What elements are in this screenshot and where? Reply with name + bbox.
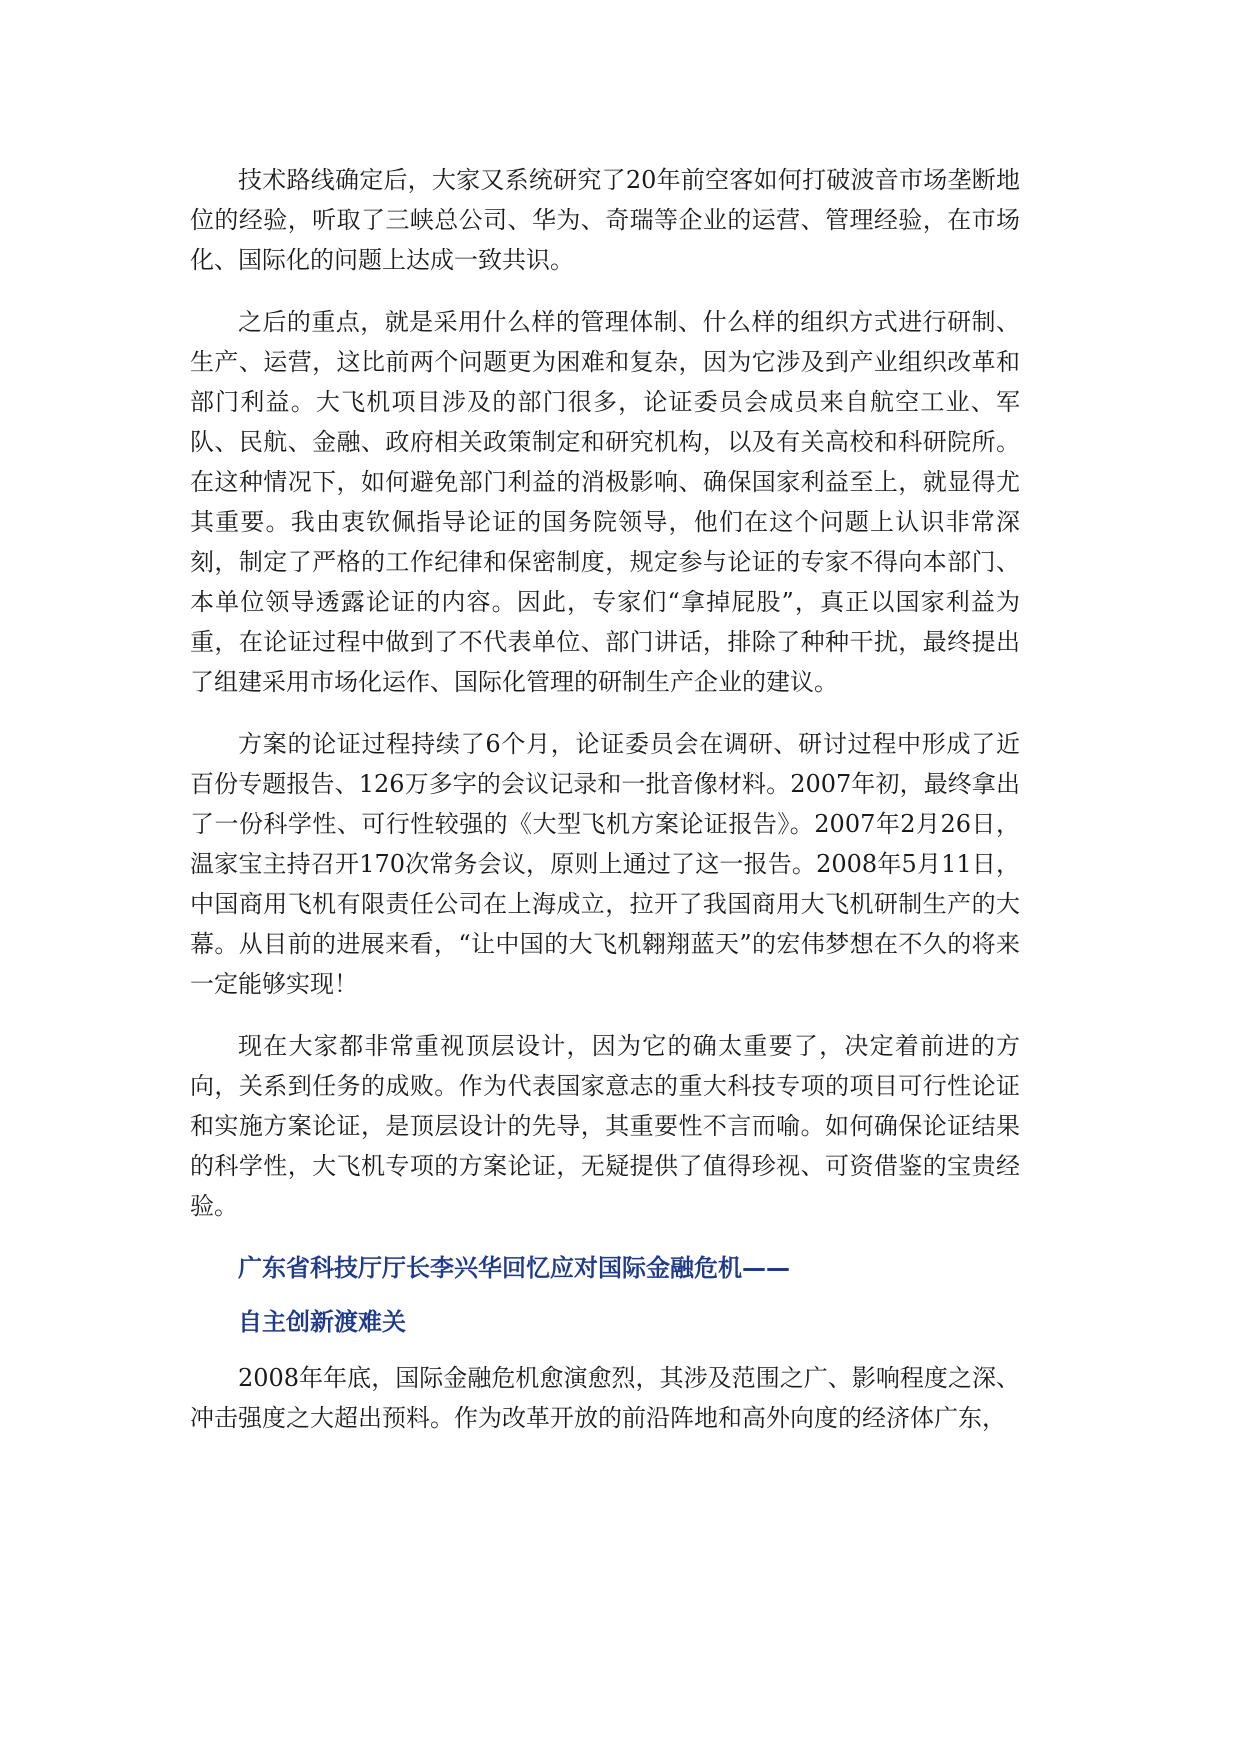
paragraph-proposal-process: 方案的论证过程持续了6个月，论证委员会在调研、研讨过程中形成了近百份专题报告、126万多字的会议记录和一批音像材料。2007年初，最终拿出了一份科学性、可行性较强的《大型飞机方案论证报告》。2007年2月26日，温家宝主持召开170次常务会议，原则上通过了这一报告。2008年5月11日，中国商用飞机有限责任公司在上海成立，拉开了我国商用大飞机研制生产的大幕。从目前的进展来看，“让中国的大飞机翱翔蓝天”的宏伟梦想在不久的将来一定能够实现！ [190, 730, 1020, 998]
article-body [190, 160, 1020, 1460]
paragraph-technical-route: 技术路线确定后，大家又系统研究了20年前空客如何打破波音市场垄断地位的经验，听取了三峡总公司、华为、奇瑞等企业的运营、管理经验，在市场化、国际化的问题上达成一致共识。 [190, 166, 1020, 274]
paragraph-management-system: 之后的重点，就是采用什么样的管理体制、什么样的组织方式进行研制、生产、运营，这比前两个问题更为困难和复杂，因为它涉及到产业组织改革和部门利益。大飞机项目涉及的部门很多，论证委员会成员来自航空工业、军队、民航、金融、政府相关政策制定和研究机构，以及有关高校和科研院所。在这种情况下，如何避免部门利益的消极影响、确保国家利益至上，就显得尤其重要。我由衷钦佩指导论证的国务院领导，他们在这个问题上认识非常深刻，制定了严格的工作纪律和保密制度，规定参与论证的专家不得向本部门、本单位领导透露论证的内容。因此，专家们“拿掉屁股”，真正以国家利益为重，在论证过程中做到了不代表单位、部门讲话，排除了种种干扰，最终提出了组建采用市场化运作、国际化管理的研制生产企业的建议。 [190, 308, 1020, 696]
section-heading-line1: 广东省科技厅厅长李兴华回忆应对国际金融危机—— [238, 1254, 790, 1282]
section-heading-line2: 自主创新渡难关 [238, 1308, 406, 1336]
paragraph-top-level-design: 现在大家都非常重视顶层设计，因为它的确太重要了，决定着前进的方向，关系到任务的成败。作为代表国家意志的重大科技专项的项目可行性论证和实施方案论证，是顶层设计的先导，其重要性不言而喻。如何确保论证结果的科学性，大飞机专项的方案论证，无疑提供了值得珍视、可资借鉴的宝贵经验。 [190, 1032, 1020, 1220]
paragraph-financial-crisis: 2008年年底，国际金融危机愈演愈烈，其涉及范围之广、影响程度之深、冲击强度之大超出预料。作为改革开放的前沿阵地和高外向度的经济体广东， [190, 1364, 1020, 1432]
